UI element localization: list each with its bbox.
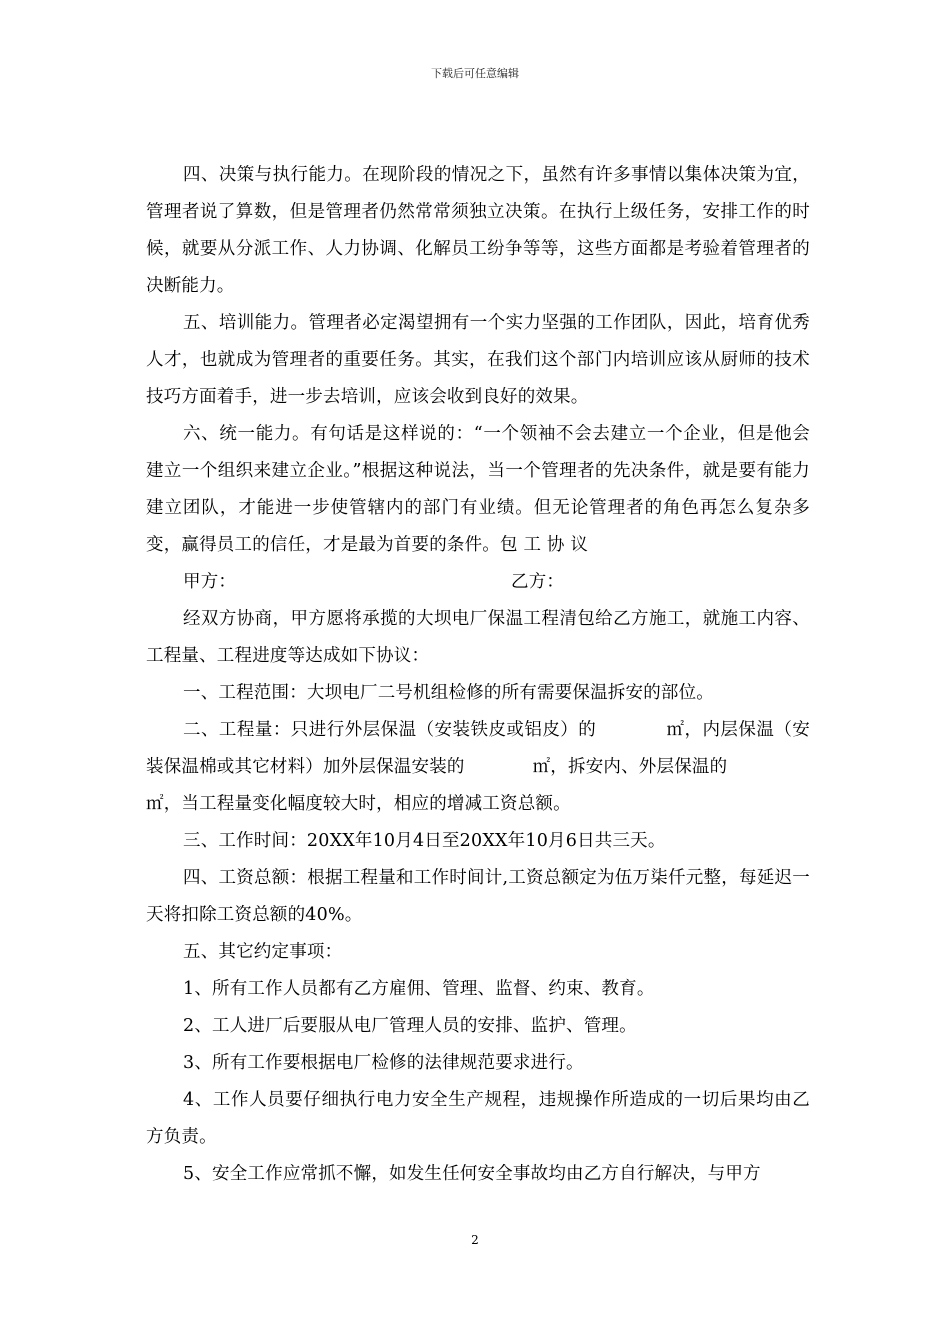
paragraph-other-terms: 五、其它约定事项：: [183, 942, 343, 962]
paragraph-term-5: 5、安全工作应常抓不懈，如发生任何安全事故均由乙方自行解决，与甲方: [183, 1164, 761, 1184]
party-b-label: 乙方：: [511, 572, 565, 592]
paragraph-work-time: 三、工作时间：20XX年10月4日至20XX年10月6日共三天。: [183, 831, 666, 851]
paragraph-total-wage: 四、工资总额：根据工程量和工作时间计,工资总额定为伍万柒仟元整，每延迟一天将扣除工资总额的40%。: [146, 868, 810, 925]
contract-parties: [146, 564, 810, 601]
page-number: 2: [471, 1233, 479, 1247]
quantity-text-part-3: ㎡，拆安内、外层保温的: [532, 757, 728, 777]
paragraph-term-4: 4、工作人员要仔细执行电力安全生产规程，违规操作所造成的一切后果均由乙方负责。: [146, 1090, 810, 1147]
paragraph-scope: 一、工程范围：大坝电厂二号机组检修的所有需要保温拆安的部位。: [183, 683, 714, 703]
paragraph-decision-ability: 四、决策与执行能力。在现阶段的情况之下，虽然有许多事情以集体决策为宜，管理者说了算数，但是管理者仍然常常须独立决策。在执行上级任务，安排工作的时候，就要从分派工作、人力协调、化解员工纷争等等，这些方面都是考验着管理者的决断能力。: [146, 165, 810, 296]
paragraph-training-ability: 五、培训能力。管理者必定渴望拥有一个实力坚强的工作团队，因此，培育优秀人才，也就成为管理者的重要任务。其实，在我们这个部门内培训应该从厨师的技术技巧方面着手，进一步去培训，应该会收到良好的效果。: [146, 313, 810, 407]
party-a-label: 甲方：: [183, 572, 237, 592]
quantity-text-part-2: ㎡，内层保温（安装保温棉或其它材料）加外层保温安装的: [146, 720, 810, 777]
paragraph-term-3: 3、所有工作要根据电厂检修的法律规范要求进行。: [183, 1053, 584, 1073]
document-body: [146, 157, 810, 1193]
quantity-text-part-4: ㎡，当工程量变化幅度较大时，相应的增减工资总额。: [146, 794, 571, 814]
paragraph-agreement-intro: 经双方协商，甲方愿将承揽的大坝电厂保温工程清包给乙方施工，就施工内容、工程量、工程进度等达成如下协议：: [146, 609, 810, 666]
page-header: 下载后可任意编辑: [431, 67, 519, 80]
paragraph-term-2: 2、工人进厂后要服从电厂管理人员的安排、监护、管理。: [183, 1016, 637, 1036]
paragraph-term-1: 1、所有工作人员都有乙方雇佣、管理、监督、约束、教育。: [183, 979, 655, 999]
paragraph-quantity: [146, 712, 810, 823]
quantity-text-part-1: 二、工程量：只进行外层保温（安装铁皮或铝皮）的: [183, 720, 597, 740]
paragraph-unity-ability: 六、统一能力。有句话是这样说的：“一个领袖不会去建立一个企业，但是他会建立一个组织来建立企业。”根据这种说法，当一个管理者的先决条件，就是要有能力建立团队，才能进一步使管辖内的部门有业绩。但无论管理者的角色再怎么复杂多变，赢得员工的信任，才是最为首要的条件。包 工 协 议: [146, 424, 810, 555]
